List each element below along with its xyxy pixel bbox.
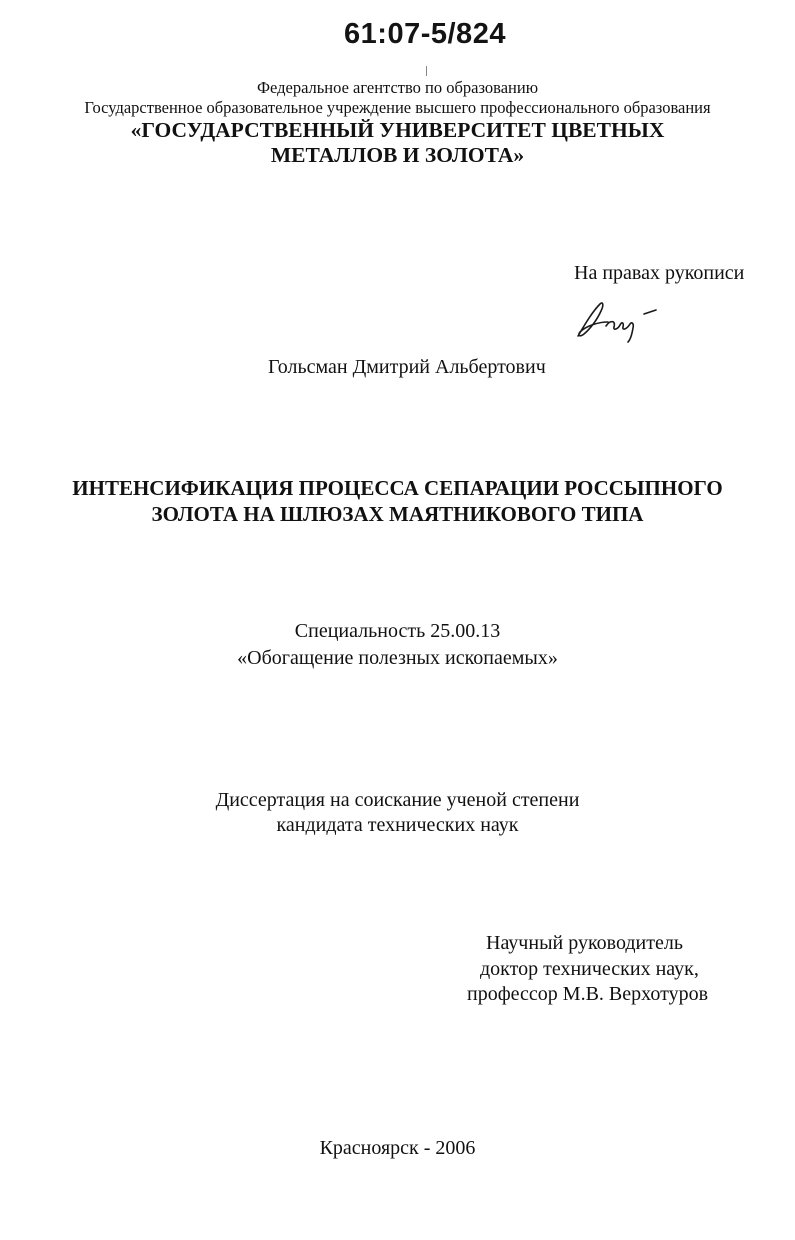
- supervisor-name: профессор М.В. Верхотуров: [467, 983, 709, 1005]
- institution-type: Государственное образовательное учреждение высшего профессионального образования: [84, 98, 711, 117]
- university-name-line1: «ГОСУДАРСТВЕННЫЙ УНИВЕРСИТЕТ ЦВЕТНЫХ: [130, 118, 665, 142]
- agency-name: Федеральное агентство по образованию: [256, 78, 539, 97]
- scan-mark: [426, 66, 427, 76]
- supervisor-role: Научный руководитель: [486, 932, 683, 954]
- dissertation-title-line1: ИНТЕНСИФИКАЦИЯ ПРОЦЕССА СЕПАРАЦИИ РОССЫПНОГО: [72, 476, 723, 500]
- handwritten-signature: [570, 296, 670, 346]
- specialty-code: Специальность 25.00.13: [294, 620, 501, 642]
- supervisor-degree: доктор технических наук,: [480, 958, 699, 980]
- author-name: Гольсман Дмитрий Альбертович: [268, 356, 546, 378]
- specialty-name: «Обогащение полезных ископаемых»: [237, 647, 558, 669]
- degree-line2: кандидата технических наук: [276, 814, 519, 836]
- degree-line1: Диссертация на соискание ученой степени: [215, 789, 580, 811]
- university-name-line2: МЕТАЛЛОВ И ЗОЛОТА»: [270, 143, 525, 167]
- manuscript-rights-label: На правах рукописи: [574, 262, 745, 284]
- place-and-year: Красноярск - 2006: [319, 1137, 476, 1159]
- archive-stamp-number: 61:07-5/824: [344, 18, 506, 50]
- dissertation-title-line2: ЗОЛОТА НА ШЛЮЗАХ МАЯТНИКОВОГО ТИПА: [151, 502, 644, 526]
